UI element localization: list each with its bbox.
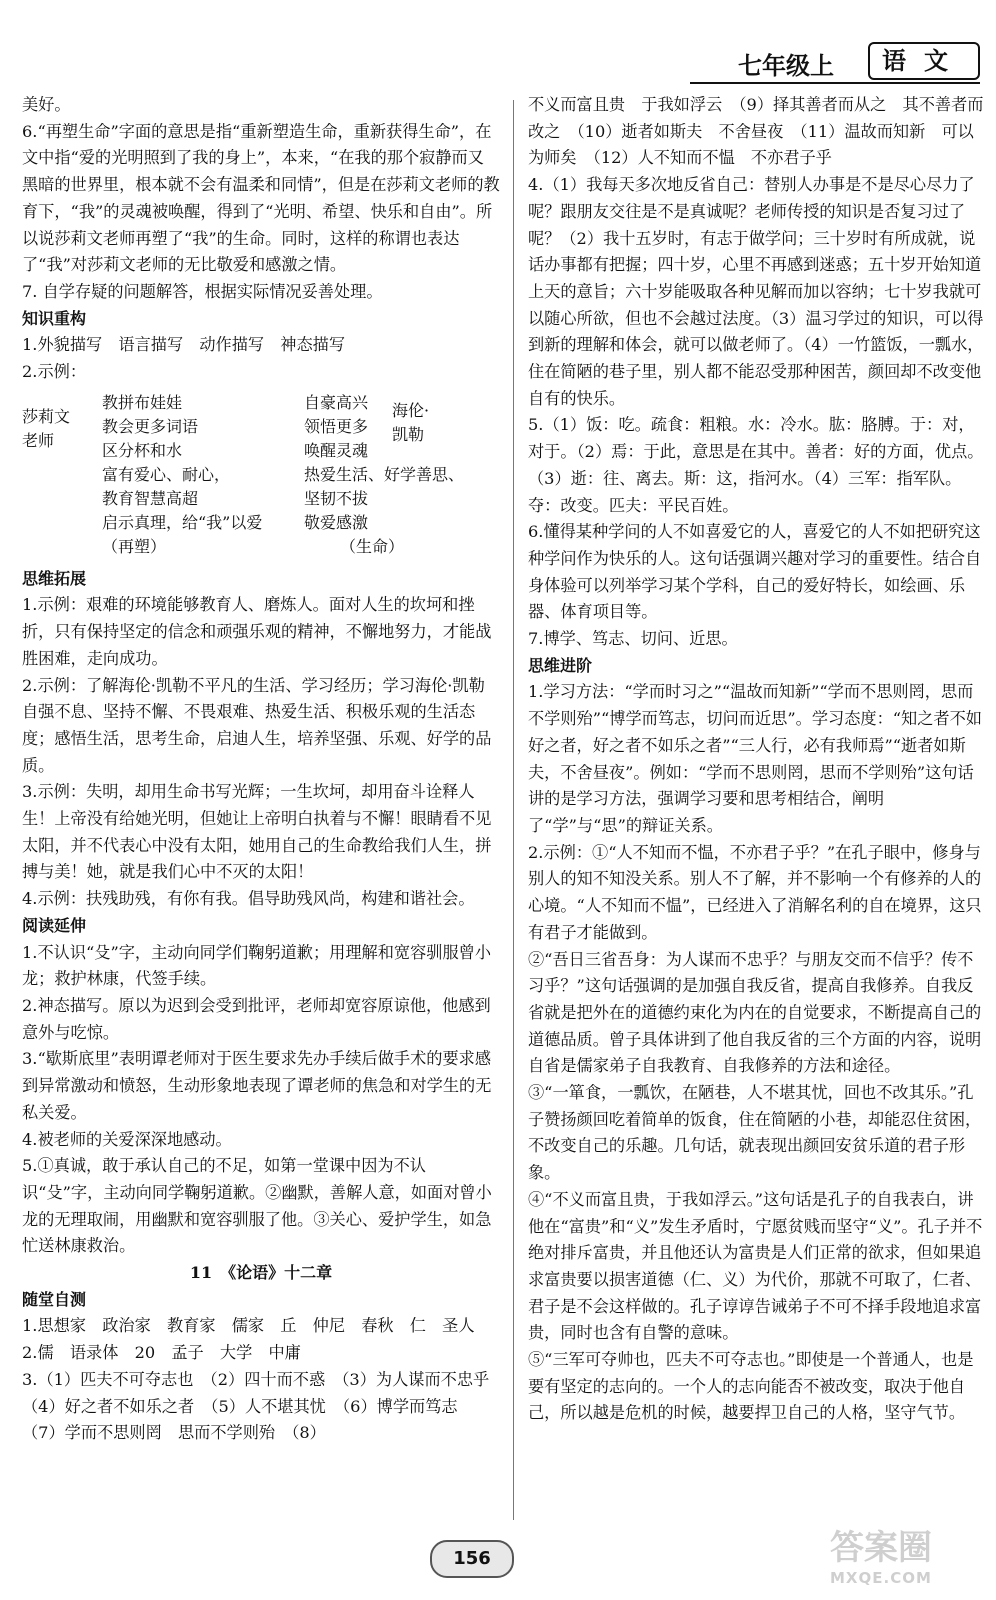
paragraph: 7.博学、笃志、切问、近思。: [528, 629, 738, 649]
diagram-item: 教拼布娃娃: [102, 392, 183, 412]
section-heading: 思维拓展: [22, 568, 87, 588]
diagram-item: 自豪高兴: [304, 392, 369, 412]
paragraph: ④“不义而富且贵，于我如浮云。”这句话是孔子的自我表白，讲他在“富贵”和“义”发生矛盾时，宁愿贫贱而坚守“义”。孔子并不绝对排斥富贵，并且他还认为富贵是人们正常的欲求，但如果追求富贵要以损害道德（仁、义）为代价，那就不可取了，仁者、君子是不会这样做的。孔子谆谆告诫弟子不可不择手段地追求富贵，同时也含有自警的意味。: [528, 1189, 983, 1343]
paragraph: 2.示例：①“人不知而不愠，不亦君子乎？”在孔子眼中，修身与别人的知不知没关系。别人不了解，并不影响一个有修养的人的心境。“人不知而不愠”，已经进入了消解名利的自在境界，这只有君子才能做到。: [528, 842, 982, 942]
paragraph: 美好。: [22, 95, 71, 114]
diagram-item: 热爱生活、好学善思、: [304, 464, 465, 484]
paragraph: ②“吾日三省吾身：为人谋而不忠乎？与朋友交而不信乎？传不习乎？”这句话强调的是加强自我反省，提高自我修养。自我反省就是把外在的道德约束化为内在的自觉要求，不断提高自己的道德品质。曾子具体讲到了他自我反省的三个方面的内容，说明自省是儒家弟子自我教育、自我修养的方法和途径。: [528, 949, 982, 1076]
paragraph: ③“一箪食，一瓢饮，在陋巷，人不堪其忧，回也不改其乐。”孔子赞扬颜回吃着简单的饭食，住在简陋的小巷，却能忍住贫困，不改变自己的乐趣。几句话，就表现出颜回安贫乐道的君子形象。: [528, 1083, 982, 1183]
paragraph: 6.“再塑生命”字面的意思是指“重新塑造生命，重新获得生命”，在文中指“爱的光明照到了我的身上”，本来，“在我的那个寂静而又黑暗的世界里，根本就不会有温柔和同情”，但是在莎莉文老师的教育下，“我”的灵魂被唤醒，得到了“光明、希望、快乐和自由”。所以说莎莉文老师再塑了“我”的生命。同时，这样的称谓也表达了“我”对莎莉文老师的无比敬爱和感激之情。: [22, 121, 500, 275]
header-rule: [690, 82, 980, 84]
paragraph: 2.示例：了解海伦·凯勒不平凡的生活、学习经历；学习海伦·凯勒自强不息、坚持不懈、不畏艰难、热爱生活、积极乐观的生活态度；感悟生活，思考生命，启迪人生，培养坚强、乐观、好学的品质。: [22, 675, 492, 775]
paragraph: 不义而富且贵 于我如浮云 （9）择其善者而从之 其不善者而改之 （10）逝者如斯夫 不舍昼夜 （11）温故而知新 可以为师矣 （12）人不知而不愠 不亦君子乎: [528, 95, 984, 168]
left-column: [22, 92, 506, 1447]
paragraph: 2.儒 语录体 20 孟子 大学 中庸: [22, 1343, 301, 1363]
paragraph: 2.示例：: [22, 362, 87, 382]
right-column: [528, 92, 984, 1427]
diagram-item: 坚韧不拔: [304, 488, 369, 508]
paragraph: 5.（1）饭：吃。疏食：粗粮。水：冷水。肱：胳膊。于：对，对于。（2）焉：于此，意思是在其中。善者：好的方面，优点。（3）逝：往、离去。斯：这，指河水。（4）三军：指军队。夺：改变。匹夫：平民百姓。: [528, 415, 984, 515]
paragraph: 2.神态描写。原以为迟到会受到批评，老师却宽容原谅他，他感到意外与吃惊。: [22, 995, 491, 1042]
diagram-item: （生命）: [340, 536, 405, 556]
page-header: [690, 40, 980, 80]
section-heading: 阅读延伸: [22, 915, 87, 935]
diagram-item: （再塑）: [102, 536, 167, 556]
paragraph: 1.不认识“殳”字，主动向同学们鞠躬道歉；用理解和宽容驯服曾小龙；救护林康，代签手续。: [22, 942, 492, 989]
paragraph: 3.（1）匹夫不可夺志也 （2）四十而不惑 （3）为人谋而不忠乎 （4）好之者不如乐之者 （5）人不堪其忧 （6）博学而笃志 （7）学而不思则罔 思而不学则殆 （8）: [22, 1369, 506, 1443]
paragraph: 5.①真诚，敢于承认自己的不足，如第一堂课中因为不认识“殳”字，主动向同学鞠躬道歉。②幽默，善解人意，如面对曾小龙的无理取闹，用幽默和宽容驯服了他。③关心、爱护学生，如急忙送林康救治。: [22, 1156, 492, 1256]
page-number: 156: [430, 1540, 514, 1578]
diagram-item: 教育智慧高超: [102, 488, 199, 508]
section-heading: 思维进阶: [528, 655, 593, 675]
diagram-item: 启示真理，给“我”以爱: [102, 512, 263, 532]
paragraph: 1.思想家 政治家 教育家 儒家 丘 仲尼 春秋 仁 圣人: [22, 1316, 475, 1336]
watermark-logo: [830, 1520, 980, 1590]
diagram-right-label: 海伦·: [392, 400, 430, 420]
diagram-item: 富有爱心、耐心，: [102, 464, 231, 484]
subject-badge: 语文: [868, 42, 980, 80]
watermark-url: MXQE.COM: [830, 1569, 932, 1587]
paragraph: ⑤“三军可夺帅也，匹夫不可夺志也。”即使是一个普通人，也是要有坚定的志向的。一个人的志向能否不被改变，取决于他自己，所以越是危机的时候，越要捍卫自己的人格，坚守气节。: [528, 1350, 974, 1423]
paragraph: 3.示例：失明，却用生命书写光辉；一生坎坷，却用奋斗诠释人生！上帝没有给她光明，但她让上帝明白执着与不懈！眼睛看不见太阳，并不代表心中没有太阳，她用自己的生命教给我们人生，拼搏与美！她，就是我们心中不灭的太阳！: [22, 782, 492, 882]
paragraph: 4.示例：扶残助残，有你有我。倡导助残风尚，构建和谐社会。: [22, 889, 475, 909]
diagram-left-label: 莎莉文: [22, 406, 71, 426]
diagram-right-label: 凯勒: [392, 424, 425, 444]
diagram-item: 区分杯和水: [102, 440, 183, 460]
paragraph: 1.外貌描写 语言描写 动作描写 神态描写: [22, 335, 346, 355]
section-heading: 随堂自测: [22, 1289, 87, 1309]
paragraph: 3.“歇斯底里”表明谭老师对于医生要求先办手续后做手术的要求感到异常激动和愤怒，生动形象地表现了谭老师的焦急和对学生的无私关爱。: [22, 1049, 492, 1122]
paragraph: 4.被老师的关爱深深地感动。: [22, 1129, 232, 1149]
diagram-item: 敬爱感激: [304, 512, 369, 532]
section-heading: 知识重构: [22, 308, 87, 328]
paragraph: 1.学习方法：“学而时习之”“温故而知新”“学而不思则罔，思而不学则殆”“博学而笃志，切问而近思”。学习态度：“知之者不如好之者，好之者不如乐之者”“三人行，必有我师焉”“逝者如斯夫，不舍昼夜”。例如：“学而不思则罔，思而不学则殆”这句话讲的是学习方法，强调学习要和思考相结合，阐明了“学”与“思”的辩证关系。: [528, 682, 982, 835]
diagram-item: 领悟更多: [304, 416, 369, 436]
paragraph: 7. 自学存疑的问题解答，根据实际情况妥善处理。: [22, 281, 383, 301]
lesson-title: 11 《论语》十二章: [189, 1263, 333, 1283]
knowledge-diagram: [22, 386, 500, 566]
diagram-left-label: 老师: [22, 430, 55, 450]
column-divider: [513, 100, 514, 1520]
paragraph: 4.（1）我每天多次地反省自己：替别人办事是不是尽心尽力了呢？跟朋友交往是不是真诚呢？老师传授的知识是否复习过了呢？（2）我十五岁时，有志于做学问；三十岁时有所成就，说话办事都有把握；四十岁，心里不再感到迷惑；五十岁开始知道上天的意旨；六十岁能吸取各种见解而加以容纳；七十岁我就可以随心所欲，但也不会越过法度。（3）温习学过的知识，可以得到新的理解和体会，就可以做老师了。（4）一竹篮饭，一瓢水，住在简陋的巷子里，别人都不能忍受那种困苦，颜回却不改变他自有的快乐。: [528, 175, 984, 408]
grade-label: 七年级上: [738, 51, 834, 80]
paragraph: 6.懂得某种学问的人不如喜爱它的人，喜爱它的人不如把研究这种学问作为快乐的人。这句话强调兴趣对学习的重要性。结合自身体验可以列举学习某个学科，自己的爱好特长，如绘画、乐器、体育项目等。: [528, 522, 982, 622]
paragraph: 1.示例：艰难的环境能够教育人、磨炼人。面对人生的坎坷和挫折，只有保持坚定的信念和顽强乐观的精神，不懈地努力，才能战胜困难，走向成功。: [22, 595, 492, 668]
watermark-text: 答案圈: [830, 1528, 932, 1568]
diagram-item: 唤醒灵魂: [304, 440, 369, 460]
diagram-item: 教会更多词语: [102, 416, 199, 436]
